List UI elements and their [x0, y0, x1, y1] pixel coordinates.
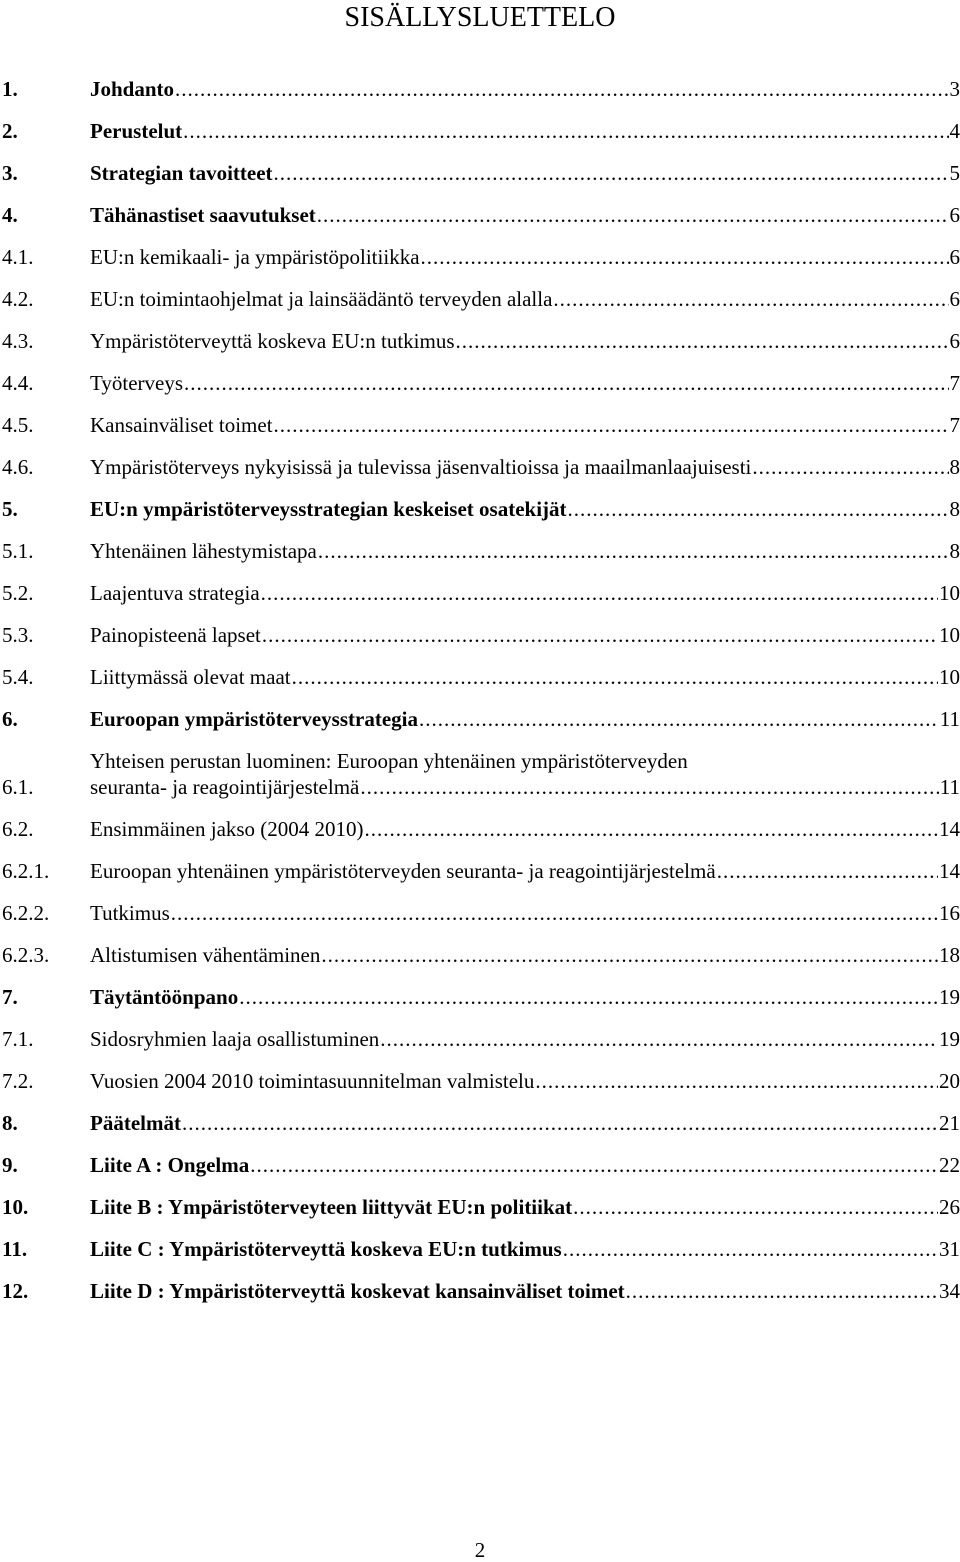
toc-entry-title: Perustelut	[90, 119, 183, 143]
toc-entry-number: 4.3.	[2, 329, 34, 353]
dot-leader	[568, 496, 949, 522]
toc-entry-number: 6.2.1.	[2, 859, 50, 883]
dot-leader	[321, 942, 938, 968]
toc-entry[interactable]	[2, 984, 960, 1010]
toc-entry[interactable]	[2, 496, 960, 522]
toc-entry[interactable]	[2, 664, 960, 690]
toc-entry-number: 5.	[2, 497, 18, 521]
toc-entry[interactable]	[2, 580, 960, 606]
toc-entry-page: 19	[939, 985, 960, 1009]
toc-entry[interactable]	[2, 858, 960, 884]
dot-leader	[171, 900, 938, 926]
toc-entry-page: 19	[939, 1027, 960, 1051]
toc-entry-page: 4	[949, 119, 960, 143]
toc-entry[interactable]	[2, 942, 960, 968]
dot-leader	[184, 370, 948, 396]
toc-entry-number: 5.4.	[2, 665, 34, 689]
dot-leader	[262, 622, 938, 648]
table-of-contents	[2, 76, 960, 1320]
toc-entry[interactable]	[2, 202, 960, 228]
toc-entry-title: Liite B : Ympäristöterveyteen liittyvät EU:n politiikat	[90, 1195, 573, 1219]
toc-entry-title: Kansainväliset toimet	[90, 413, 273, 437]
toc-entry[interactable]	[2, 1110, 960, 1136]
toc-entry-number: 7.1.	[2, 1027, 34, 1051]
toc-entry[interactable]	[2, 118, 960, 144]
dot-leader	[365, 816, 938, 842]
toc-entry-page: 8	[949, 455, 960, 479]
dot-leader	[274, 412, 949, 438]
toc-entry-number: 5.1.	[2, 539, 34, 563]
toc-entry-title: Liite A : Ongelma	[90, 1153, 250, 1177]
toc-entry[interactable]	[2, 900, 960, 926]
toc-entry[interactable]	[2, 370, 960, 396]
dot-leader	[183, 118, 948, 144]
toc-entry-page: 26	[939, 1195, 960, 1219]
dot-leader	[752, 454, 948, 480]
dot-leader	[380, 1026, 938, 1052]
toc-entry-title: EU:n toimintaohjelmat ja lainsäädäntö terveyden alalla	[90, 287, 553, 311]
dot-leader	[573, 1194, 938, 1220]
page-number: 2	[474, 1538, 486, 1562]
toc-entry-number: 5.3.	[2, 623, 34, 647]
toc-entry-number: 3.	[2, 161, 18, 185]
toc-entry-page: 7	[949, 413, 960, 437]
toc-entry-title: Yhtenäinen lähestymistapa	[90, 539, 317, 563]
toc-entry-number: 10.	[2, 1195, 29, 1219]
toc-entry-title: Johdanto	[90, 77, 175, 101]
toc-entry-page: 16	[939, 901, 960, 925]
toc-entry-page: 11	[939, 775, 960, 799]
toc-entry-number: 6.2.3.	[2, 943, 50, 967]
toc-entry-number: 7.	[2, 985, 18, 1009]
toc-entry[interactable]	[2, 160, 960, 186]
toc-entry-page: 6	[949, 245, 960, 269]
dot-leader	[419, 706, 939, 732]
dot-leader	[175, 76, 948, 102]
toc-entry-title-continued: seuranta- ja reagointijärjestelmä	[90, 775, 360, 799]
toc-entry-page: 3	[949, 77, 960, 101]
toc-entry-page: 14	[939, 859, 960, 883]
dot-leader	[292, 664, 938, 690]
toc-entry-page: 6	[949, 287, 960, 311]
toc-entry-title: Täytäntöönpano	[90, 985, 239, 1009]
toc-entry[interactable]	[2, 1068, 960, 1094]
toc-entry-page: 21	[939, 1111, 960, 1135]
dot-leader	[717, 858, 938, 884]
toc-entry-title: Ensimmäinen jakso (2004 2010)	[90, 817, 364, 841]
toc-entry-title: Ympäristöterveys nykyisissä ja tulevissa jäsenvaltioissa ja maailmanlaajuisesti	[90, 455, 752, 479]
toc-entry-number: 4.6.	[2, 455, 34, 479]
toc-entry[interactable]	[2, 748, 960, 800]
toc-entry-page: 10	[939, 581, 960, 605]
toc-entry-number: 6.2.2.	[2, 901, 50, 925]
toc-entry-number: 4.1.	[2, 245, 34, 269]
dot-leader	[563, 1236, 938, 1262]
toc-entry-number: 4.4.	[2, 371, 34, 395]
toc-entry-number: 8.	[2, 1111, 18, 1135]
toc-entry[interactable]	[2, 1236, 960, 1262]
toc-entry-page: 5	[949, 161, 960, 185]
toc-entry-page: 11	[939, 707, 960, 731]
toc-entry-title: Liite D : Ympäristöterveyttä koskevat kansainväliset toimet	[90, 1279, 625, 1303]
dot-leader	[239, 984, 938, 1010]
toc-entry-page: 22	[939, 1153, 960, 1177]
dot-leader	[318, 538, 949, 564]
toc-entry-number: 4.2.	[2, 287, 34, 311]
toc-entry-title: Tutkimus	[90, 901, 170, 925]
dot-leader	[274, 160, 949, 186]
toc-entry-number: 6.	[2, 707, 18, 731]
dot-leader	[553, 286, 948, 312]
toc-entry[interactable]	[2, 76, 960, 102]
toc-entry-number: 6.2.	[2, 817, 34, 841]
toc-entry-page: 14	[939, 817, 960, 841]
toc-entry-title: Laajentuva strategia	[90, 581, 260, 605]
toc-entry-page: 6	[949, 203, 960, 227]
toc-entry-page: 34	[939, 1279, 960, 1303]
toc-entry-title: Vuosien 2004 2010 toimintasuunnitelman valmistelu	[90, 1069, 535, 1093]
toc-entry-number: 5.2.	[2, 581, 34, 605]
dot-leader	[360, 774, 938, 800]
toc-entry-number: 11.	[2, 1237, 28, 1261]
toc-entry-title: EU:n kemikaali- ja ympäristöpolitiikka	[90, 245, 420, 269]
toc-entry-page: 10	[939, 665, 960, 689]
toc-entry[interactable]	[2, 454, 960, 480]
toc-entry-page: 8	[949, 539, 960, 563]
dot-leader	[182, 1110, 938, 1136]
toc-entry-number: 4.5.	[2, 413, 34, 437]
toc-entry-title: Painopisteenä lapset	[90, 623, 261, 647]
toc-entry-title: Altistumisen vähentäminen	[90, 943, 321, 967]
toc-entry[interactable]	[2, 538, 960, 564]
toc-entry-page: 6	[949, 329, 960, 353]
toc-entry-number: 9.	[2, 1153, 18, 1177]
toc-entry[interactable]	[2, 1152, 960, 1178]
toc-entry-title: Työterveys	[90, 371, 184, 395]
toc-entry-page: 20	[939, 1069, 960, 1093]
dot-leader	[535, 1068, 938, 1094]
toc-entry-title: EU:n ympäristöterveysstrategian keskeiset osatekijät	[90, 497, 567, 521]
dot-leader	[626, 1278, 938, 1304]
toc-entry-page: 31	[939, 1237, 960, 1261]
toc-entry[interactable]	[2, 244, 960, 270]
toc-entry-number: 6.1.	[2, 775, 34, 799]
dot-leader	[317, 202, 949, 228]
toc-entry[interactable]	[2, 328, 960, 354]
toc-entry-title: Yhteisen perustan luominen: Euroopan yhtenäinen ympäristöterveyden	[90, 749, 688, 773]
toc-entry-page: 18	[939, 943, 960, 967]
toc-entry-number: 1.	[2, 77, 18, 101]
toc-entry-title: Liite C : Ympäristöterveyttä koskeva EU:n tutkimus	[90, 1237, 562, 1261]
toc-entry-page: 7	[949, 371, 960, 395]
toc-entry-page: 10	[939, 623, 960, 647]
toc-entry-page: 8	[949, 497, 960, 521]
page-title: SISÄLLYSLUETTELO	[344, 2, 616, 33]
toc-entry-title: Euroopan ympäristöterveysstrategia	[90, 707, 418, 731]
toc-entry-title: Strategian tavoitteet	[90, 161, 273, 185]
toc-entry[interactable]	[2, 1026, 960, 1052]
toc-entry[interactable]	[2, 412, 960, 438]
toc-entry-title: Tähänastiset saavutukset	[90, 203, 316, 227]
toc-entry[interactable]	[2, 622, 960, 648]
toc-entry[interactable]	[2, 706, 960, 732]
toc-entry[interactable]	[2, 1194, 960, 1220]
toc-entry-title: Liittymässä olevat maat	[90, 665, 291, 689]
toc-entry-title: Euroopan yhtenäinen ympäristöterveyden seuranta- ja reagointijärjestelmä	[90, 859, 716, 883]
toc-entry-number: 4.	[2, 203, 18, 227]
toc-entry-number: 7.2.	[2, 1069, 34, 1093]
toc-entry-number: 12.	[2, 1279, 29, 1303]
dot-leader	[250, 1152, 938, 1178]
toc-entry-title: Sidosryhmien laaja osallistuminen	[90, 1027, 380, 1051]
dot-leader	[421, 244, 949, 270]
toc-entry-title: Päätelmät	[90, 1111, 181, 1135]
dot-leader	[456, 328, 949, 354]
toc-entry-title: Ympäristöterveyttä koskeva EU:n tutkimus	[90, 329, 455, 353]
toc-entry[interactable]	[2, 816, 960, 842]
toc-entry[interactable]	[2, 286, 960, 312]
dot-leader	[261, 580, 938, 606]
toc-entry-number: 2.	[2, 119, 18, 143]
toc-entry[interactable]	[2, 1278, 960, 1304]
